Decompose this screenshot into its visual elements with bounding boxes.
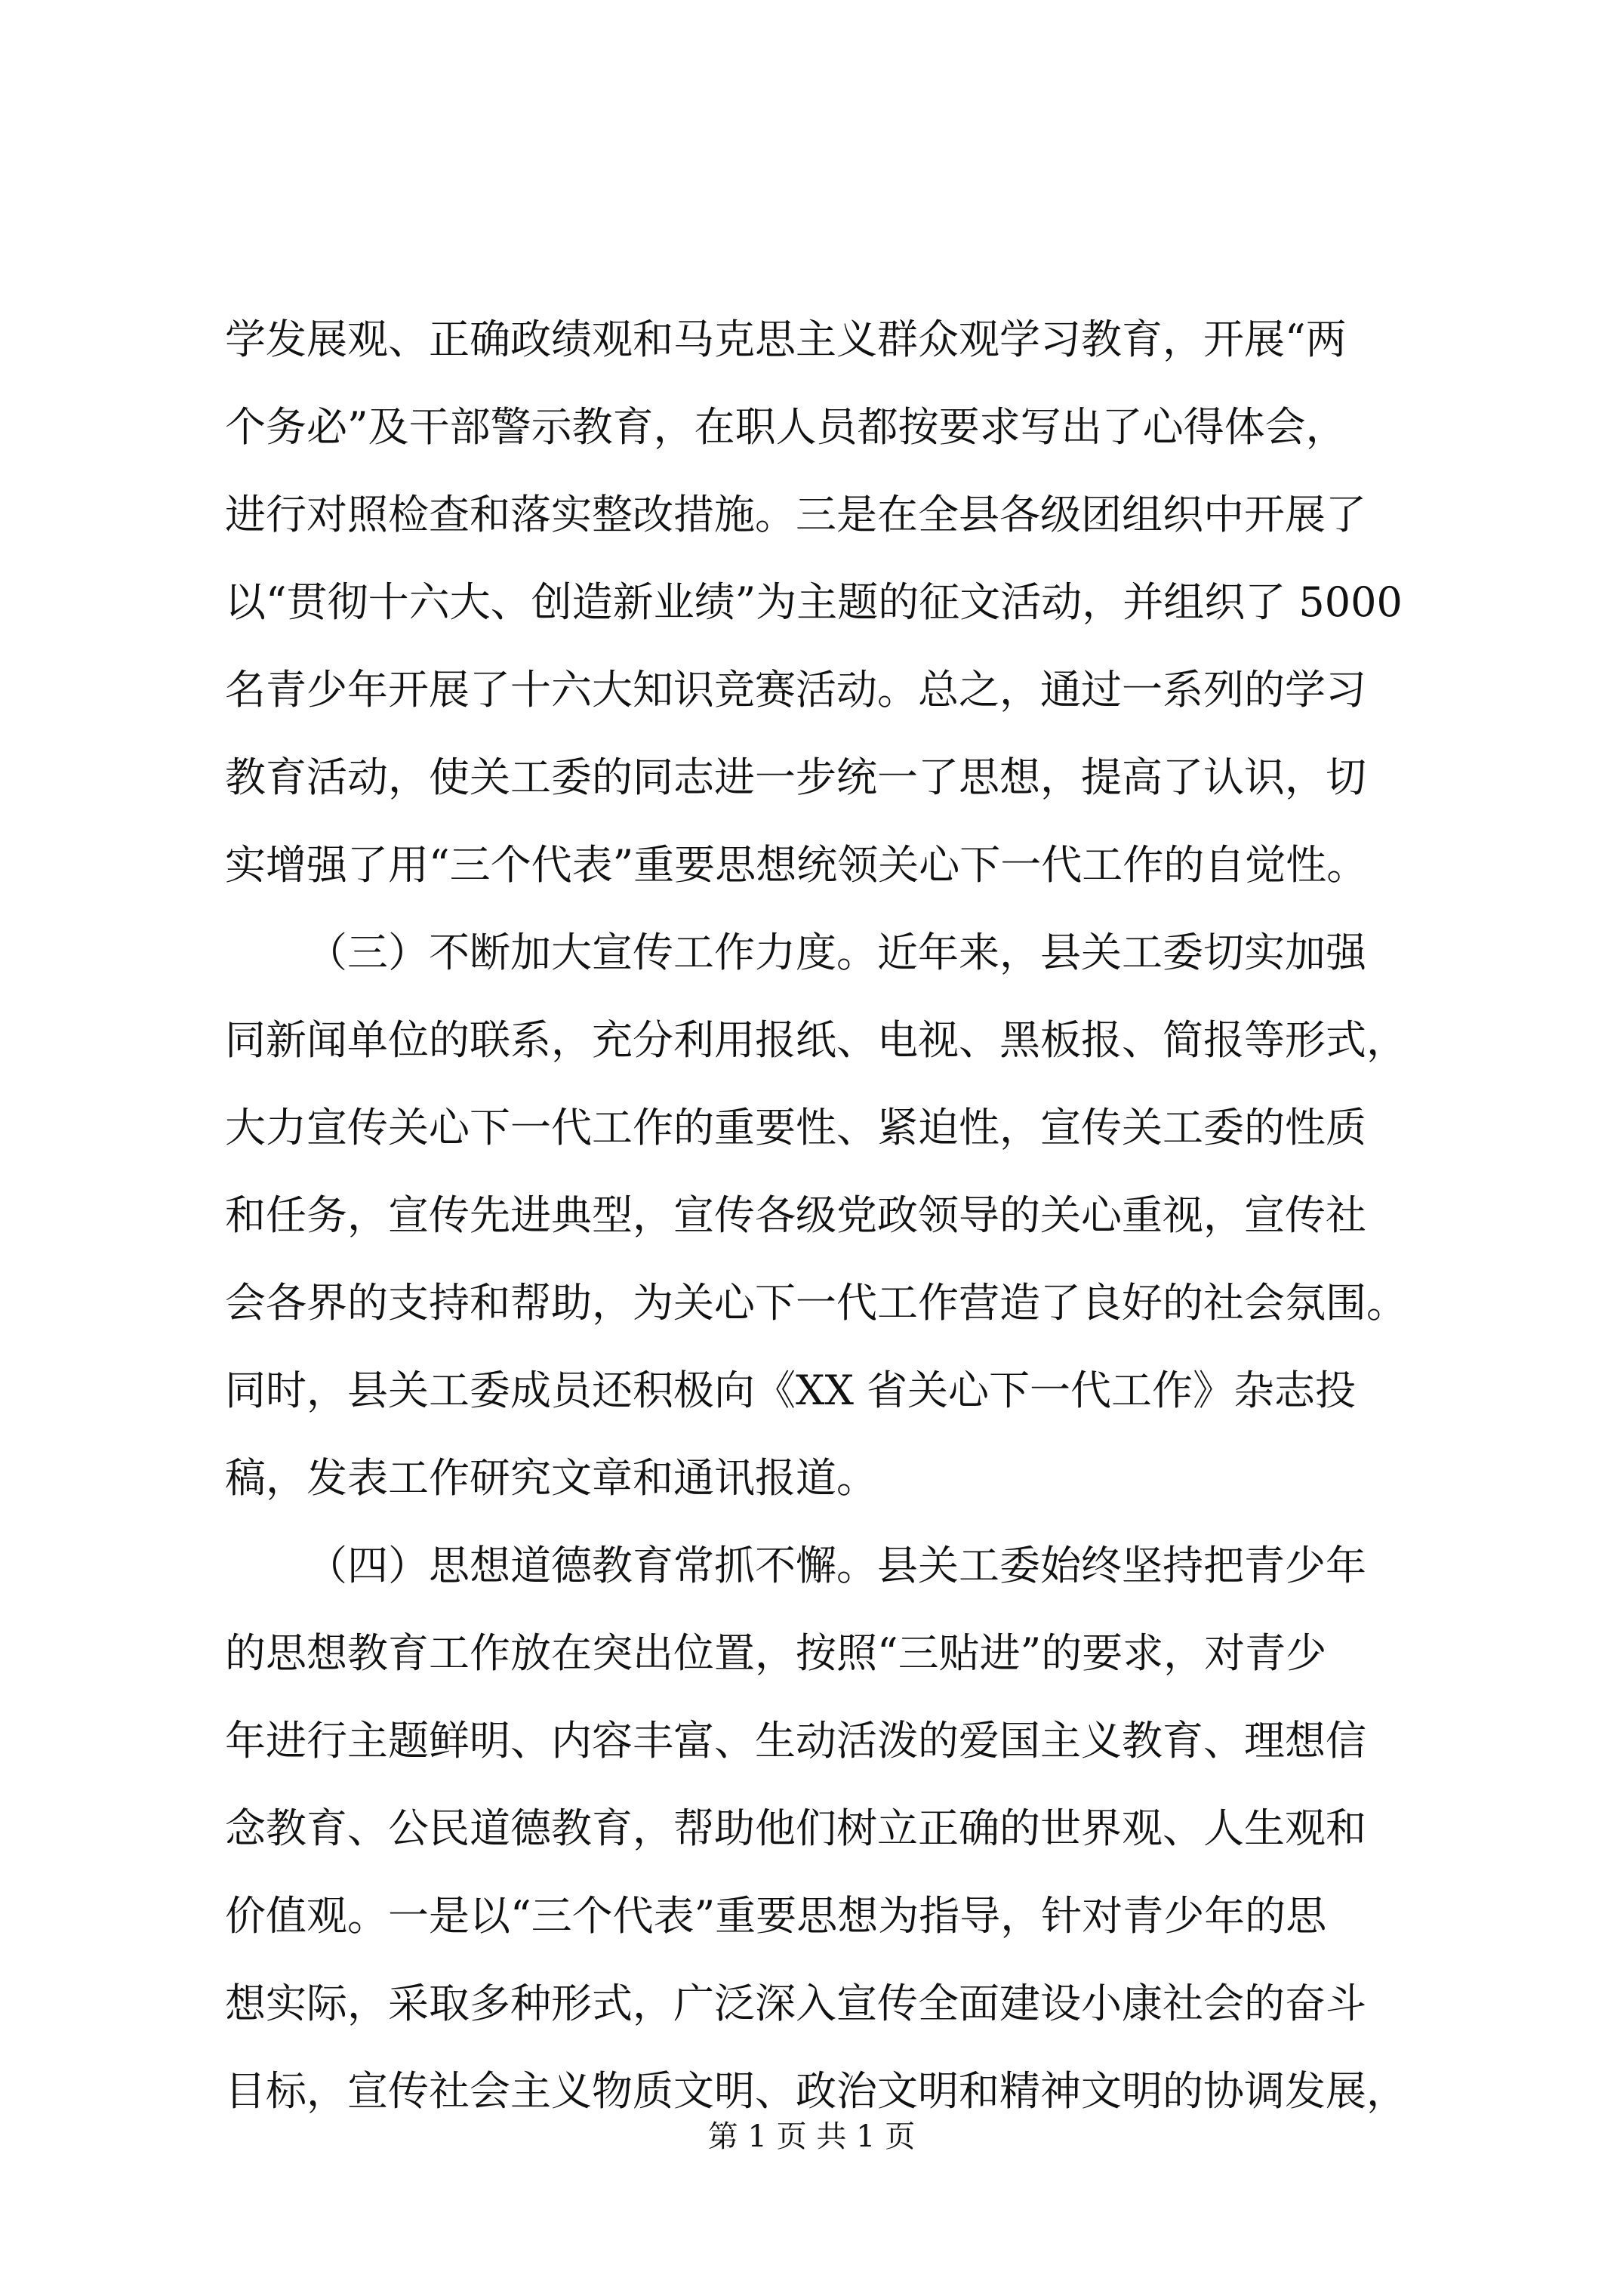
paragraph-heading-line: （三）不断加大宣传工作力度。近年来，县关工委切实加强 <box>306 929 1366 976</box>
paragraph-heading-line: （四）思想道德教育常抓不懈。县关工委始终坚持把青少年 <box>306 1542 1366 1589</box>
text-line: 进行对照检查和落实整改措施。三是在全县各级团组织中开展了 <box>225 491 1366 538</box>
text-line: 同时，县关工委成员还积极向《XX 省关心下一代工作》杂志投 <box>225 1367 1357 1414</box>
text-line: 价值观。一是以“三个代表”重要思想为指导，针对青少年的思 <box>225 1892 1327 1940</box>
text-line: 教育活动，使关工委的同志进一步统一了思想，提高了认识，切 <box>225 754 1366 801</box>
text-line: 想实际，采取多种形式，广泛深入宣传全面建设小康社会的奋斗 <box>225 1980 1366 2027</box>
text-line: 名青少年开展了十六大知识竞赛活动。总之，通过一系列的学习 <box>225 666 1366 713</box>
text-line: 个务必”及干部警示教育，在职人员都按要求写出了心得体会， <box>225 403 1347 451</box>
text-line: 会各界的支持和帮助，为关心下一代工作营造了良好的社会氛围。 <box>225 1279 1407 1327</box>
text-line: 以“贯彻十六大、创造新业绩”为主题的征文活动，并组织了 5000 <box>225 578 1403 626</box>
text-line: 实增强了用“三个代表”重要思想统领关心下一代工作的自觉性。 <box>225 841 1368 889</box>
text-line: 目标，宣传社会主义物质文明、政治文明和精神文明的协调发展， <box>225 2067 1407 2115</box>
text-line: 和任务，宣传先进典型，宣传各级党政领导的关心重视，宣传社 <box>225 1191 1366 1239</box>
text-line: 大力宣传关心下一代工作的重要性、紧迫性，宣传关工委的性质 <box>225 1104 1366 1151</box>
text-line: 学发展观、正确政绩观和马克思主义群众观学习教育，开展“两 <box>225 316 1347 363</box>
text-line: 同新闻单位的联系，充分利用报纸、电视、黑板报、简报等形式， <box>225 1016 1407 1064</box>
text-line: 念教育、公民道德教育，帮助他们树立正确的世界观、人生观和 <box>225 1804 1366 1852</box>
text-line: 年进行主题鲜明、内容丰富、生动活泼的爱国主义教育、理想信 <box>225 1717 1366 1764</box>
document-body <box>225 296 1433 2135</box>
text-line: 稿，发表工作研究文章和通讯报道。 <box>225 1454 877 1502</box>
text-line: 的思想教育工作放在突出位置，按照“三贴进”的要求，对青少 <box>225 1629 1327 1677</box>
page-footer: 第 1 页 共 1 页 <box>707 2119 916 2154</box>
